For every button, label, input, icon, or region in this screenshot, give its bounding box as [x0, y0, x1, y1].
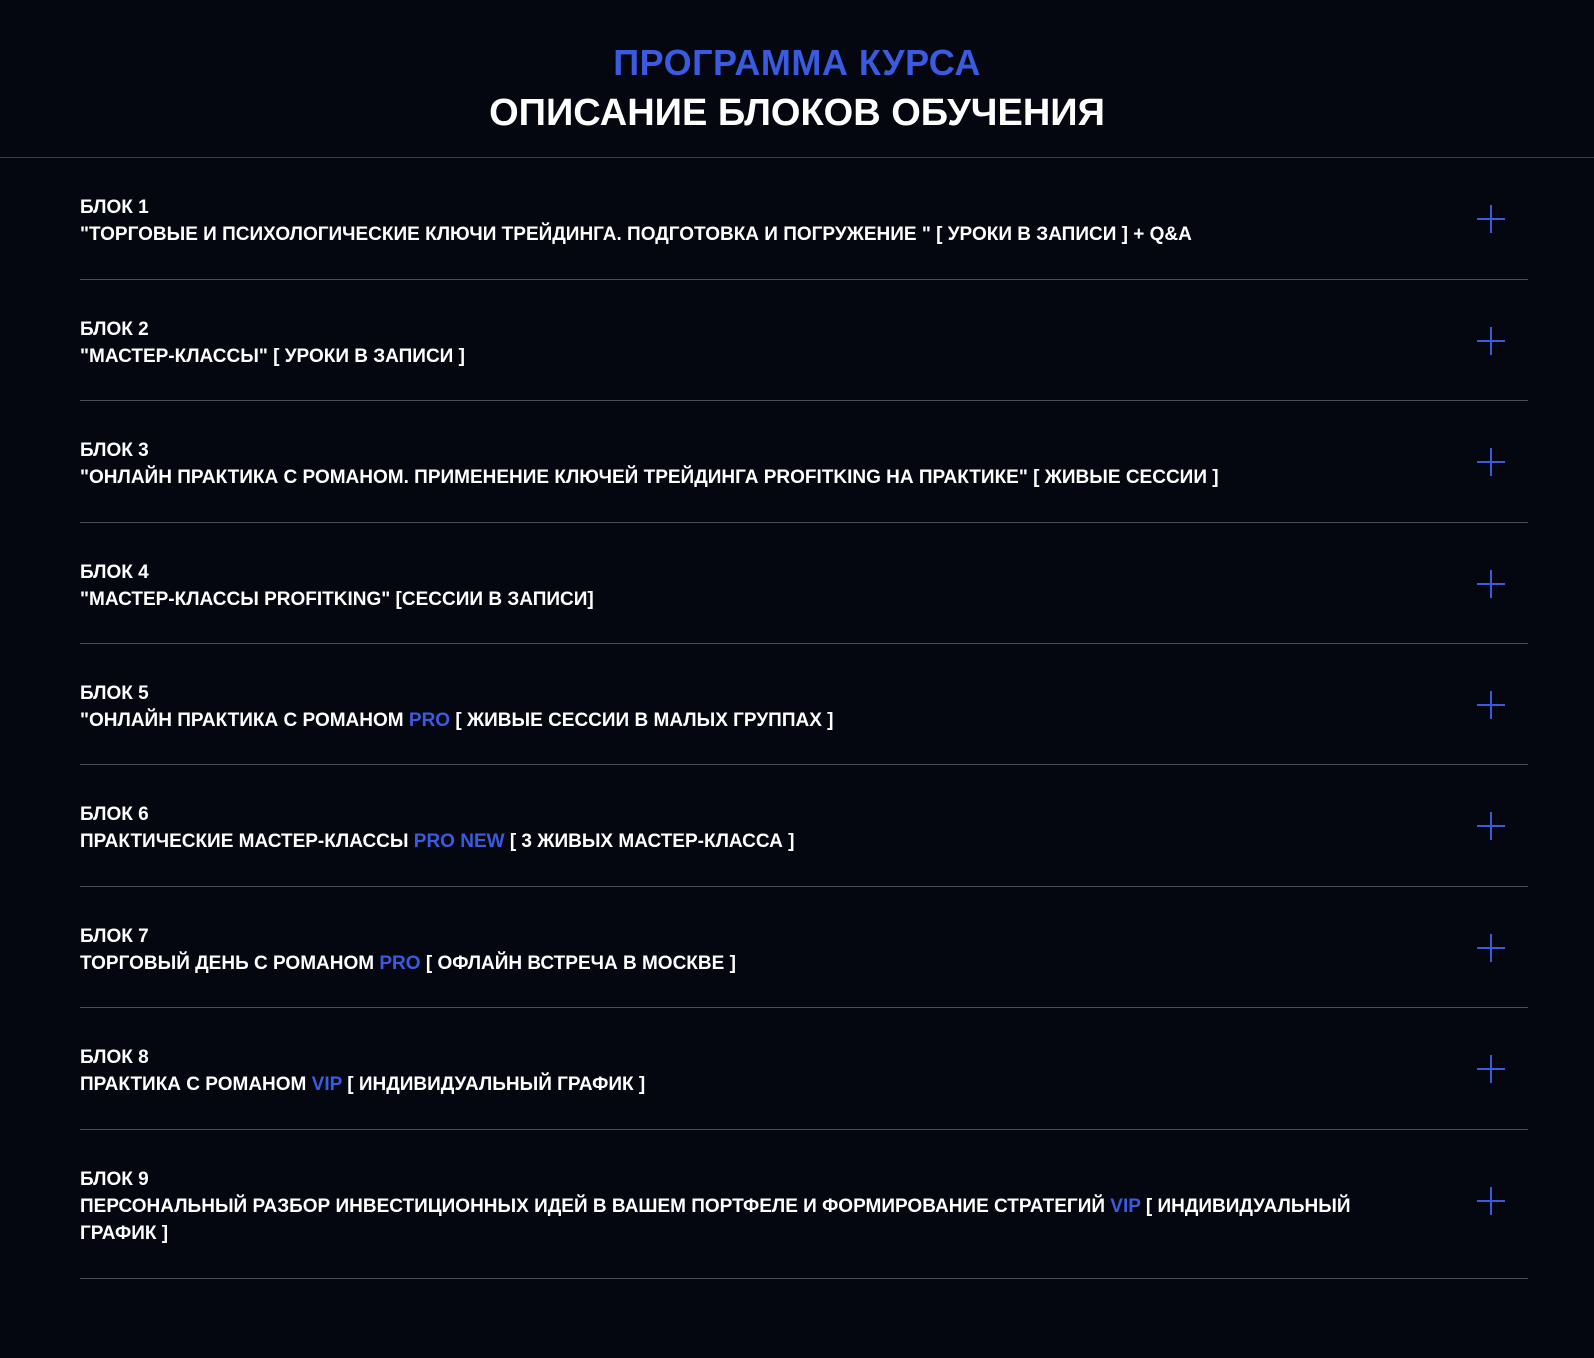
block-description: [80, 950, 1380, 977]
block-label: БЛОК 4: [80, 562, 149, 583]
block-label: БЛОК 5: [80, 683, 149, 704]
block-label: БЛОК 8: [80, 1047, 149, 1068]
plus-icon[interactable]: [1477, 327, 1505, 355]
plus-icon[interactable]: [1477, 1187, 1505, 1215]
block-description: [80, 1193, 1380, 1247]
section-kicker: ПРОГРАММА КУРСА: [613, 42, 981, 83]
block-description-text: "МАСТЕР-КЛАССЫ PROFITKING" [СЕССИИ В ЗАПИСИ]: [80, 589, 594, 610]
accordion-item-text: [80, 195, 1380, 248]
accordion-item-text: [80, 438, 1380, 491]
block-description: [80, 464, 1380, 491]
block-description-text: "ТОРГОВЫЕ И ПСИХОЛОГИЧЕСКИЕ КЛЮЧИ ТРЕЙДИНГА. ПОДГОТОВКА И ПОГРУЖЕНИЕ " [ УРОКИ В ЗАПИСИ ] + Q&A: [80, 224, 1192, 245]
block-description: [80, 221, 1380, 248]
block-tier-badge: PRO: [408, 710, 451, 731]
accordion-item-block-2[interactable]: [80, 280, 1528, 401]
accordion-item-block-6[interactable]: [80, 765, 1528, 887]
block-description-text: ТОРГОВЫЙ ДЕНЬ С РОМАНОМ: [80, 953, 380, 974]
plus-icon[interactable]: [1477, 205, 1505, 233]
block-description: [80, 707, 1380, 734]
accordion-item-block-7[interactable]: [80, 887, 1528, 1008]
block-description-text: "МАСТЕР-КЛАССЫ" [ УРОКИ В ЗАПИСИ ]: [80, 346, 465, 367]
block-description-text: "ОНЛАЙН ПРАКТИКА С РОМАНОМ: [80, 710, 409, 731]
block-description-suffix: [ 3 ЖИВЫХ МАСТЕР-КЛАССА ]: [504, 831, 795, 852]
plus-icon[interactable]: [1477, 448, 1505, 476]
block-tier-badge: PRO NEW: [413, 831, 505, 852]
accordion-item-text: [80, 1167, 1380, 1247]
accordion-item-block-3[interactable]: [80, 401, 1528, 523]
plus-icon[interactable]: [1477, 1055, 1505, 1083]
block-description: [80, 1071, 1380, 1098]
accordion-item-text: [80, 317, 1380, 370]
section-title: ОПИСАНИЕ БЛОКОВ ОБУЧЕНИЯ: [489, 92, 1105, 134]
block-label: БЛОК 1: [80, 197, 149, 218]
block-description: [80, 586, 1380, 613]
accordion-item-block-9[interactable]: [80, 1130, 1528, 1279]
block-label: БЛОК 6: [80, 804, 149, 825]
block-label: БЛОК 3: [80, 440, 149, 461]
accordion-item-text: [80, 802, 1380, 855]
block-description-text: "ОНЛАЙН ПРАКТИКА С РОМАНОМ. ПРИМЕНЕНИЕ КЛЮЧЕЙ ТРЕЙДИНГА PROFITKING НА ПРАКТИКЕ" [ ЖИВЫЕ СЕССИИ ]: [80, 467, 1219, 488]
accordion-item-block-4[interactable]: [80, 523, 1528, 644]
block-label: БЛОК 9: [80, 1169, 149, 1190]
plus-icon[interactable]: [1477, 691, 1505, 719]
plus-icon[interactable]: [1477, 812, 1505, 840]
block-tier-badge: PRO: [379, 953, 421, 974]
accordion-item-text: [80, 1045, 1380, 1098]
course-blocks-accordion: [80, 158, 1528, 1279]
accordion-item-text: [80, 560, 1380, 613]
block-description-suffix: [ ЖИВЫЕ СЕССИИ В МАЛЫХ ГРУППАХ ]: [450, 710, 834, 731]
block-description-suffix: [ ОФЛАЙН ВСТРЕЧА В МОСКВЕ ]: [420, 953, 736, 974]
block-tier-badge: VIP: [1110, 1196, 1141, 1217]
block-description-text: ПРАКТИКА С РОМАНОМ: [80, 1074, 312, 1095]
block-description-text: ПРАКТИЧЕСКИЕ МАСТЕР-КЛАССЫ: [80, 831, 414, 852]
accordion-item-text: [80, 924, 1380, 977]
plus-icon[interactable]: [1477, 570, 1505, 598]
accordion-item-block-5[interactable]: [80, 644, 1528, 765]
block-description: [80, 828, 1380, 855]
block-description-suffix: [ ИНДИВИДУАЛЬНЫЙ ГРАФИК ]: [80, 1196, 1351, 1244]
block-label: БЛОК 2: [80, 319, 149, 340]
plus-icon[interactable]: [1477, 934, 1505, 962]
block-label: БЛОК 7: [80, 926, 149, 947]
accordion-item-text: [80, 681, 1380, 734]
block-description-suffix: [ ИНДИВИДУАЛЬНЫЙ ГРАФИК ]: [341, 1074, 646, 1095]
accordion-item-block-8[interactable]: [80, 1008, 1528, 1130]
block-description-text: ПЕРСОНАЛЬНЫЙ РАЗБОР ИНВЕСТИЦИОННЫХ ИДЕЙ В ВАШЕМ ПОРТФЕЛЕ И ФОРМИРОВАНИЕ СТРАТЕГИЙ: [80, 1196, 1111, 1217]
block-description: [80, 343, 1380, 370]
section-header: [0, 0, 1594, 158]
block-tier-badge: VIP: [311, 1074, 342, 1095]
accordion-item-block-1[interactable]: [80, 158, 1528, 280]
